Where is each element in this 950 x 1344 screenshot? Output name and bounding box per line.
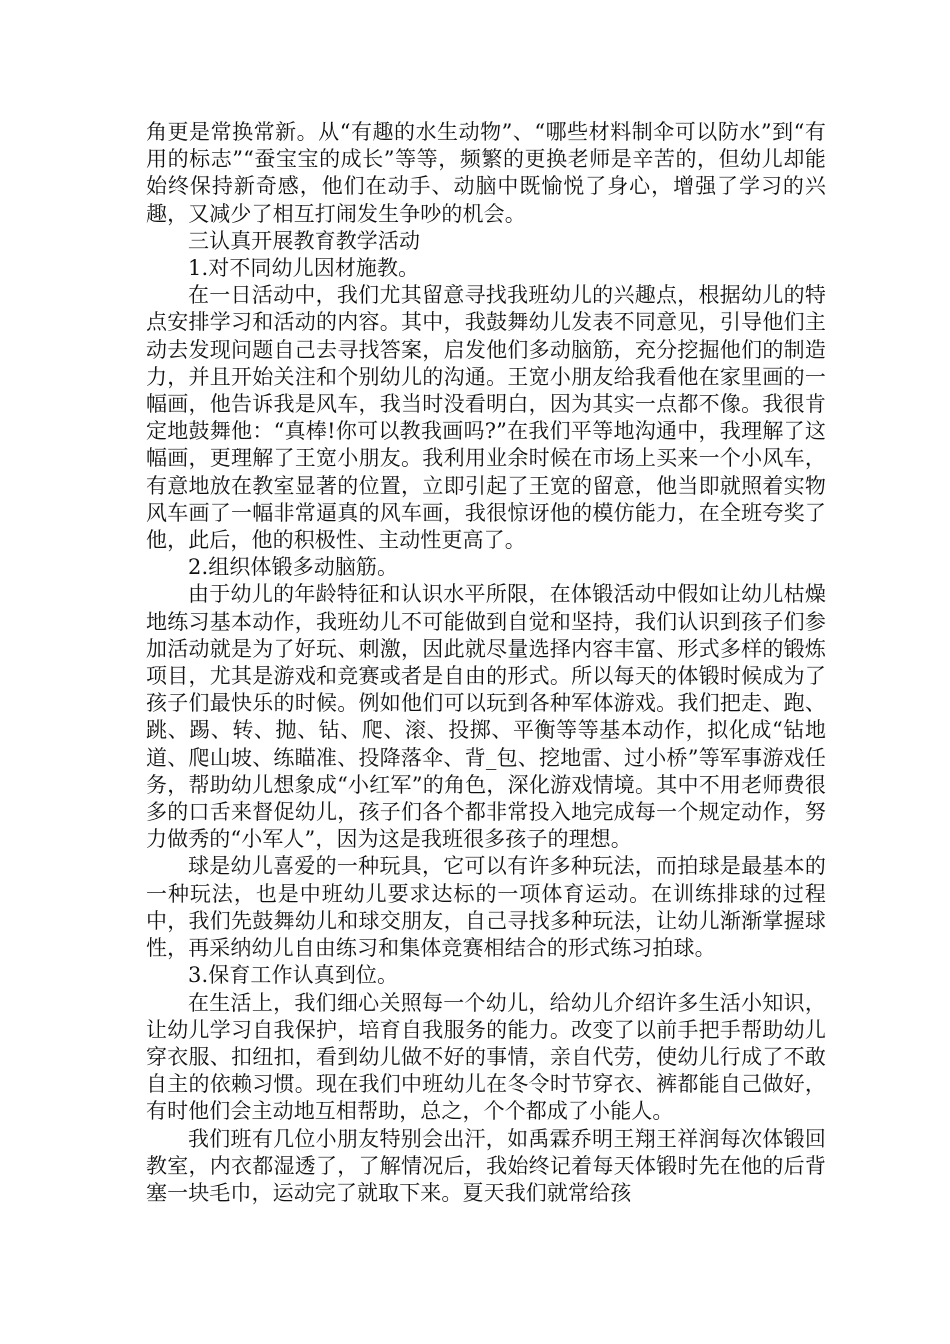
paragraph-physical-exercise: 由于幼儿的年龄特征和认识水平所限，在体锻活动中假如让幼儿枯燥地练习基本动作，我班幼儿不可能做到自觉和坚持，我们认识到孩子们参加活动就是为了好玩、刺激，因此就尽量选择内容丰富、形式多样的锻炼项目，尤其是游戏和竞赛或者是自由的形式。所以每天的体锻时候成为了孩子们最快乐的时候。例如他们可以玩到各种军体游戏。我们把走、跑、跳、踢、转、抛、钻、爬、滚、投掷、平衡等等基本动作，拟化成“钻地道、爬山坡、练瞄准、投降落伞、背_包、挖地雷、过小桥”等军事游戏任务，帮助幼儿想象成“小红军”的角色，深化游戏情境。其中不用老师费很多的口舌来督促幼儿，孩子们各个都非常投入地完成每一个规定动作，努力做秀的“小军人”，因为这是我班很多孩子的理想。	[146, 582, 826, 852]
paragraph-ball-games: 球是幼儿喜爱的一种玩具，它可以有许多种玩法，而拍球是最基本的一种玩法，也是中班幼儿要求达标的一项体育运动。在训练排球的过程中，我们先鼓舞幼儿和球交朋友，自己寻找多种玩法，让幼儿渐渐掌握球性，再采纳幼儿自由练习和集体竞赛相结合的形式练习拍球。	[146, 854, 826, 961]
paragraph-life-skills: 在生活上，我们细心关照每一个幼儿，给幼儿介绍许多生活小知识，让幼儿学习自我保护，培育自我服务的能力。改变了以前手把手帮助幼儿穿衣服、扣纽扣，看到幼儿做不好的事情，亲自代劳，使幼儿行成了不敢自主的依赖习惯。现在我们中班幼儿在冬令时节穿衣、裤都能自己做好，有时他们会主动地互相帮助，总之，个个都成了小能人。	[146, 990, 826, 1124]
subheading-individualized-teaching: 1.对不同幼儿因材施教。	[188, 256, 420, 281]
subheading-physical-exercise: 2.组织体锻多动脑筋。	[188, 555, 399, 580]
paragraph-individualized-teaching: 在一日活动中，我们尤其留意寻找我班幼儿的兴趣点，根据幼儿的特点安排学习和活动的内容。其中，我鼓舞幼儿发表不同意见，引导他们主动去发现问题自己去寻找答案，启发他们多动脑筋，充分挖掘他们的制造力，并且开始关注和个别幼儿的沟通。王宽小朋友给我看他在家里画的一幅画，他告诉我是风车，我当时没看明白，因为其实一点都不像。我很肯定地鼓舞他：“真棒!你可以教我画吗?”在我们平等地沟通中，我理解了这幅画，更理解了王宽小朋友。我利用业余时候在市场上买来一个小风车，有意地放在教室显著的位置，立即引起了王宽的留意，他当即就照着实物风车画了一幅非常逼真的风车画，我很惊讶他的模仿能力，在全班夸奖了他，此后，他的积极性、主动性更高了。	[146, 283, 826, 553]
section-heading-teaching-activities: 三认真开展教育教学活动	[188, 228, 421, 253]
paragraph-continued-intro: 角更是常换常新。从“有趣的水生动物”、“哪些材料制伞可以防水”到“有用的标志”“蚕宝宝的成长”等等，频繁的更换老师是辛苦的，但幼儿却能始终保持新奇感，他们在动手、动脑中既愉悦了身心，增强了学习的兴趣，又减少了相互打闹发生争吵的机会。	[146, 120, 826, 226]
subheading-childcare-work: 3.保育工作认真到位。	[188, 963, 399, 988]
paragraph-sweating-children: 我们班有几位小朋友特别会出汗，如禹霖乔明王翔王祥润每次体锻回教室，内衣都湿透了，了解情况后，我始终记着每天体锻时先在他的后背塞一块毛巾，运动完了就取下来。夏天我们就常给孩	[146, 1126, 826, 1205]
document-body	[146, 119, 826, 1207]
